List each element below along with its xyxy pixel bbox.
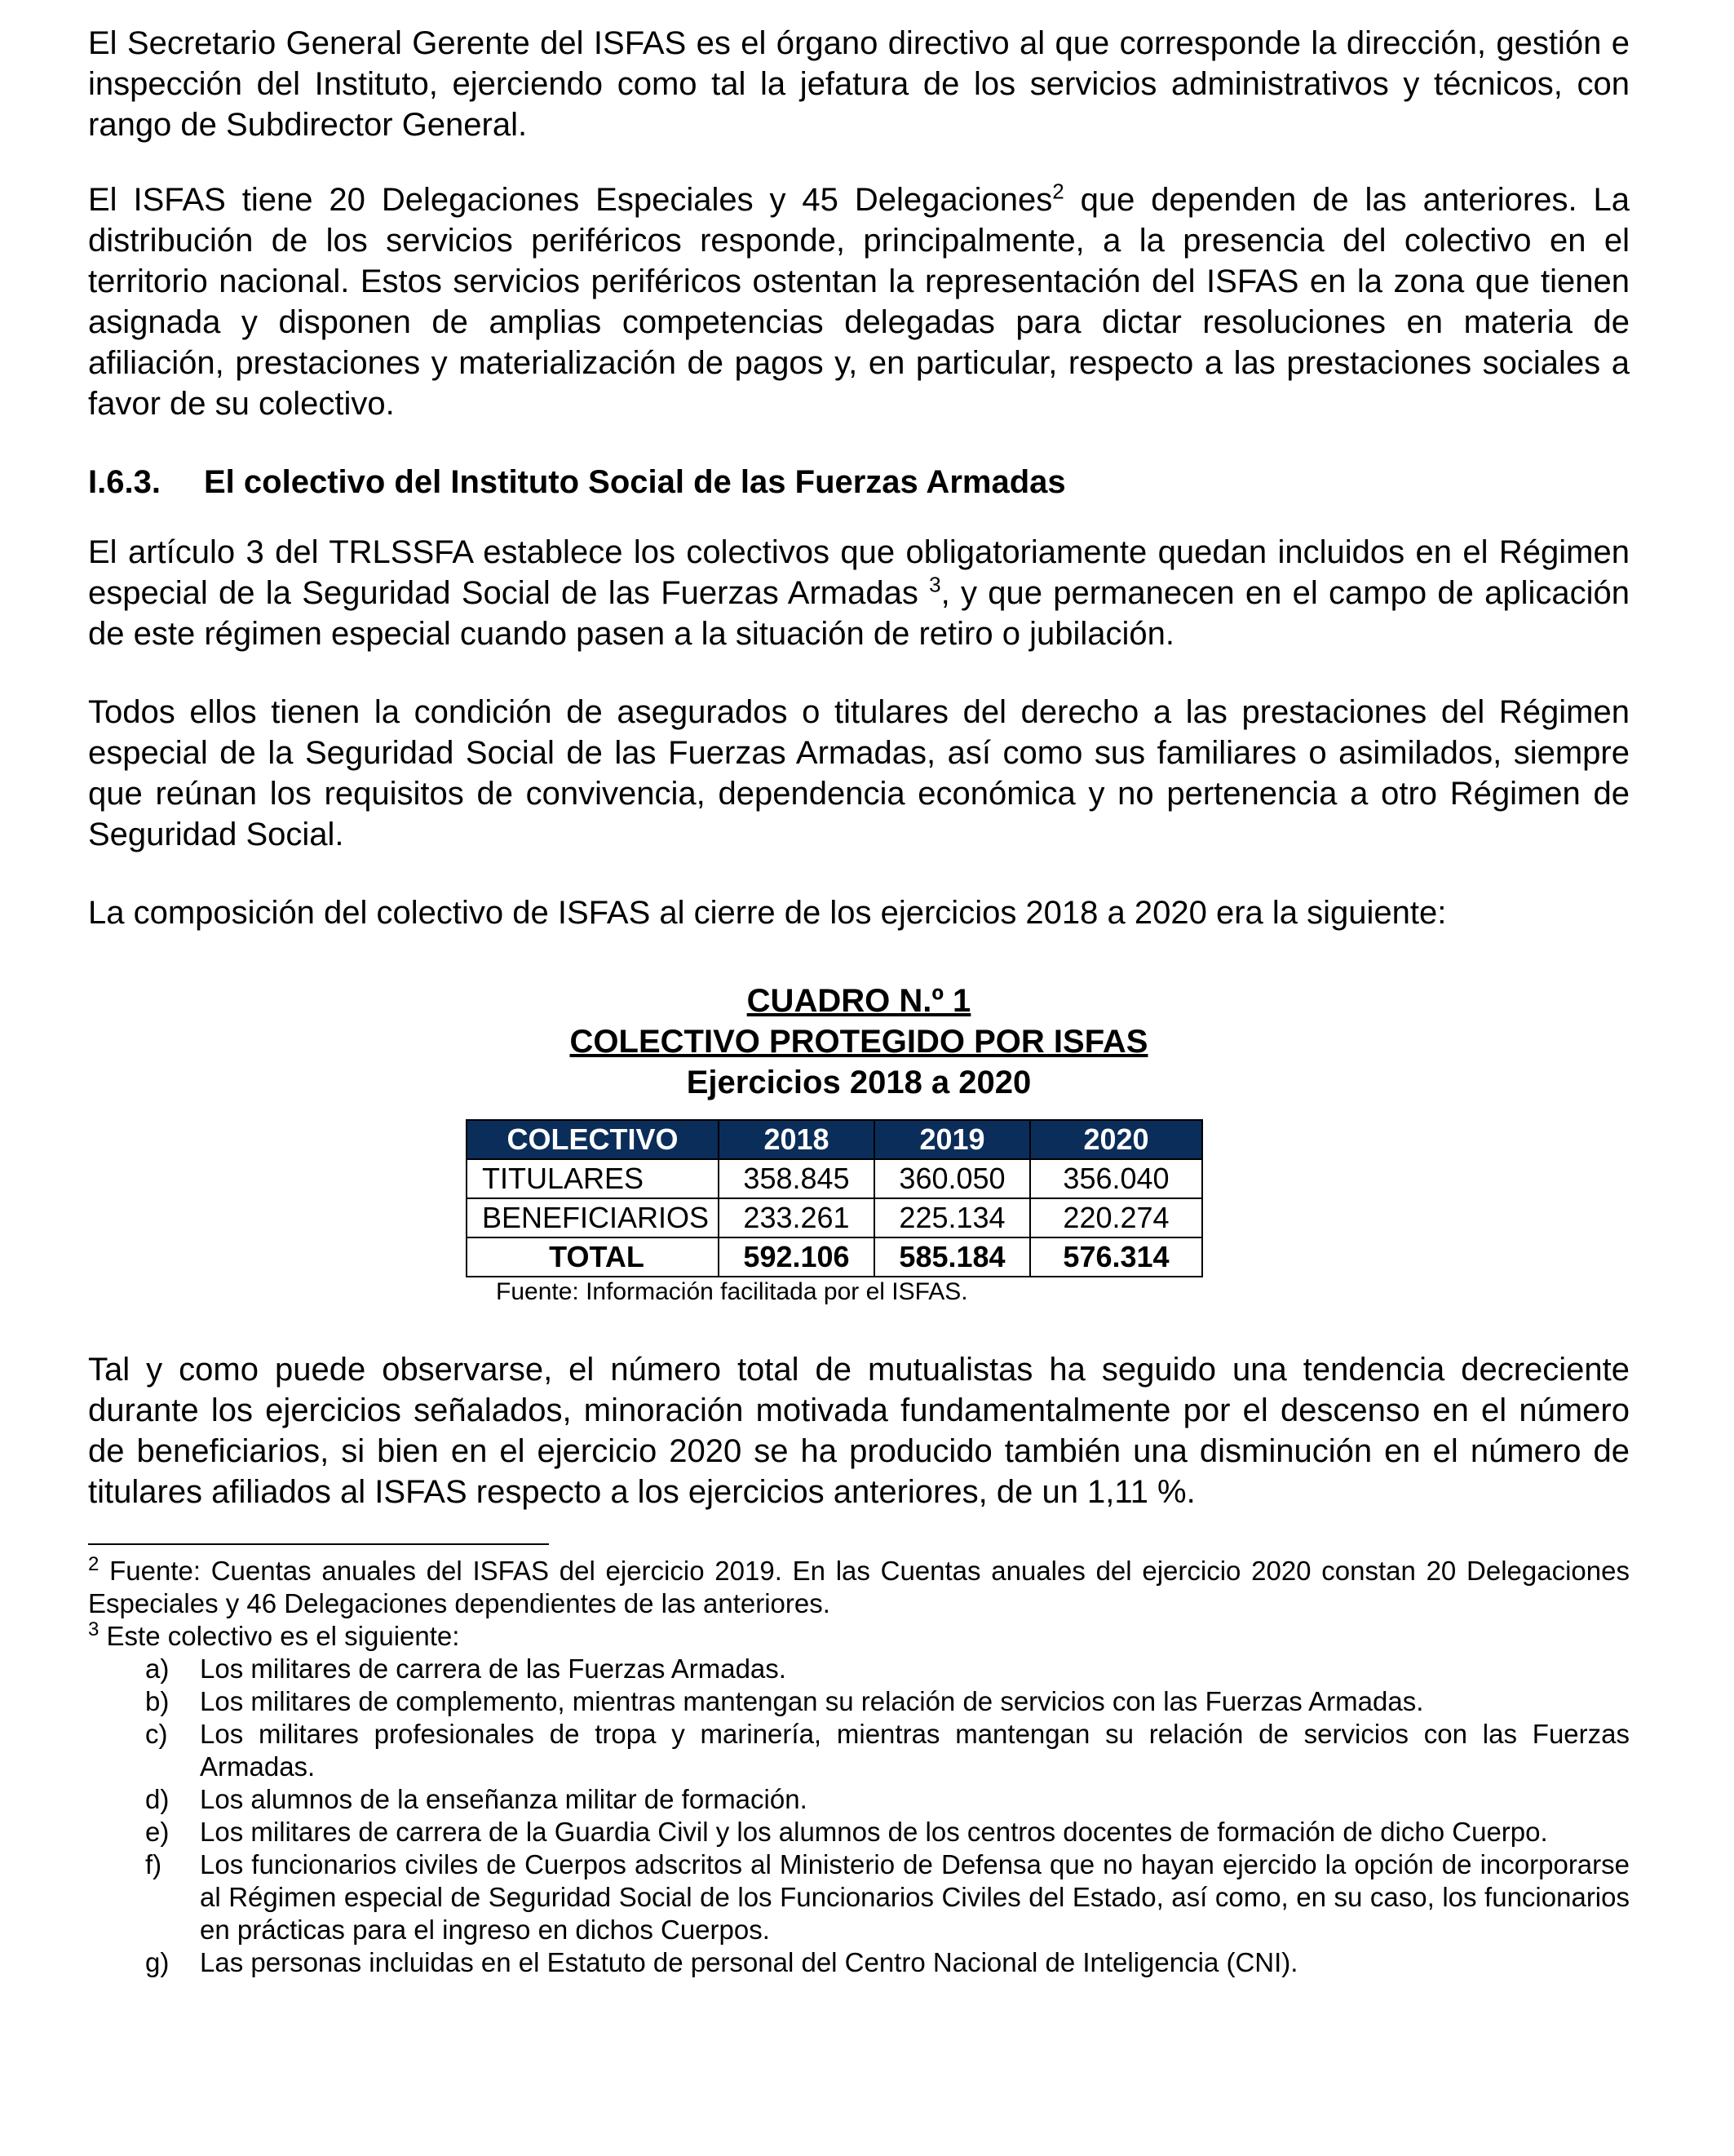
list-item: a) Los militares de carrera de las Fuerzas Armadas. xyxy=(145,1654,786,1684)
table-cell: 585.184 xyxy=(874,1237,1030,1277)
table-row xyxy=(467,1159,1202,1198)
paragraph-secretario: El Secretario General Gerente del ISFAS es el órgano directivo al que corresponde la dirección, gestión e inspección del Instituto, ejerciendo como tal la jefatura de los servicios administrativos y técnicos, con rango de Subdirector General. xyxy=(88,25,1630,143)
section-heading xyxy=(88,462,1630,502)
footnote-3-list xyxy=(88,1653,1630,1979)
list-item: g) Las personas incluidas en el Estatuto de personal del Centro Nacional de Inteligencia (CNI). xyxy=(145,1947,1298,1977)
table-cell: 576.314 xyxy=(1030,1237,1202,1277)
table-cell: 220.274 xyxy=(1030,1198,1202,1237)
table-cell: 360.050 xyxy=(874,1159,1030,1198)
list-item: e) Los militares de carrera de la Guardia Civil y los alumnos de los centros docentes de formación de dicho Cuerpo. xyxy=(145,1817,1548,1847)
row-label: BENEFICIARIOS xyxy=(467,1198,719,1237)
document-page xyxy=(88,23,1630,1979)
table-title: COLECTIVO PROTEGIDO POR ISFAS xyxy=(569,1024,1148,1060)
table-cell: 592.106 xyxy=(719,1237,874,1277)
footnote-3: $^3$ Este colectivo es el siguiente: xyxy=(88,1618,460,1651)
table-source: Fuente: Información facilitada por el ISFAS. xyxy=(496,1278,968,1305)
footnote-ref-3[interactable]: 3 xyxy=(929,572,941,597)
colectivo-table xyxy=(466,1119,1203,1277)
section-number: I.6.3. xyxy=(88,464,161,500)
header-cell: 2018 xyxy=(719,1120,874,1159)
paragraph-asegurados: Todos ellos tienen la condición de asegurados o titulares del derecho a las prestaciones del Régimen especial de la Seguridad Social de las Fuerzas Armadas, así como sus familiares o asimilados, siempre que reúnan los requisitos de convivencia, dependencia económica y no pertenencia a otro Régimen de Seguridad Social. xyxy=(88,694,1630,852)
row-label: TOTAL xyxy=(467,1237,719,1277)
table-cell: 233.261 xyxy=(719,1198,874,1237)
header-cell: 2020 xyxy=(1030,1120,1202,1159)
footnote-mark: 2 xyxy=(88,1553,100,1575)
footnote-ref-2[interactable]: 2 xyxy=(1052,179,1064,204)
table-total-row xyxy=(467,1237,1202,1277)
header-cell: COLECTIVO xyxy=(467,1120,719,1159)
list-item: b) Los militares de complemento, mientras mantengan su relación de servicios con las Fuerzas Armadas. xyxy=(145,1686,1424,1716)
table-number: CUADRO N.º 1 xyxy=(746,983,971,1019)
row-label: TITULARES xyxy=(467,1159,719,1198)
paragraph-composicion: La composición del colectivo de ISFAS al cierre de los ejercicios 2018 a 2020 era la siguiente: xyxy=(88,895,1447,931)
footnote-divider xyxy=(88,1543,549,1545)
table-cell: 358.845 xyxy=(719,1159,874,1198)
header-cell: 2019 xyxy=(874,1120,1030,1159)
section-title: El colectivo del Instituto Social de las Fuerzas Armadas xyxy=(204,464,1066,500)
table-cell: 356.040 xyxy=(1030,1159,1202,1198)
footnotes xyxy=(88,1555,1630,1979)
table-cell: 225.134 xyxy=(874,1198,1030,1237)
list-item: d) Los alumnos de la enseñanza militar de formación. xyxy=(145,1784,807,1814)
table-subtitle: Ejercicios 2018 a 2020 xyxy=(686,1065,1032,1100)
list-item: c) Los militares profesionales de tropa y marinería, mientras mantengan su relación de servicios con las Fuerzas Armadas. xyxy=(145,1719,1630,1782)
paragraph-delegaciones: El ISFAS tiene 20 Delegaciones Especiales y 45 Delegaciones$^2$ que dependen de las anteriores. La distribución de los servicios periféricos responde, principalmente, a la presencia del colectivo en el territorio nacional. Estos servicios periféricos ostentan la representación del ISFAS en la zona que tienen asignada y disponen de amplias competencias delegadas para dictar resoluciones en materia de afiliación, prestaciones y materialización de pagos y, en particular, respecto a las prestaciones sociales a favor de su colectivo. xyxy=(88,179,1630,422)
footnote-mark: 3 xyxy=(88,1618,100,1640)
table-row xyxy=(467,1198,1202,1237)
footnote-2: $^2$ Fuente: Cuentas anuales del ISFAS del ejercicio 2019. En las Cuentas anuales del ejercicio 2020 constan 20 Delegaciones Especiales y 46 Delegaciones dependientes de las anteriores. xyxy=(88,1553,1630,1618)
table-caption xyxy=(88,981,1630,1103)
paragraph-articulo: El artículo 3 del TRLSSFA establece los colectivos que obligatoriamente quedan incluidos en el Régimen especial de la Seguridad Social de las Fuerzas Armadas $^3$, y que permanecen en el campo de aplicación de este régimen especial cuando pasen a la situación de retiro o jubilación. xyxy=(88,534,1630,652)
paragraph-tendencia: Tal y como puede observarse, el número total de mutualistas ha seguido una tendencia decreciente durante los ejercicios señalados, minoración motivada fundamentalmente por el descenso en el número de beneficiarios, si bien en el ejercicio 2020 se ha producido también una disminución en el número de titulares afiliados al ISFAS respecto a los ejercicios anteriores, de un 1,11 %. xyxy=(88,1352,1630,1510)
table-header-row xyxy=(467,1120,1202,1159)
list-item: f) Los funcionarios civiles de Cuerpos adscritos al Ministerio de Defensa que no hayan ejercido la opción de incorporarse al Régimen especial de Seguridad Social de los Funcionarios Civiles del Estado, así como, en su caso, los funcionarios en prácticas para el ingreso en dichos Cuerpos. xyxy=(145,1849,1630,1945)
